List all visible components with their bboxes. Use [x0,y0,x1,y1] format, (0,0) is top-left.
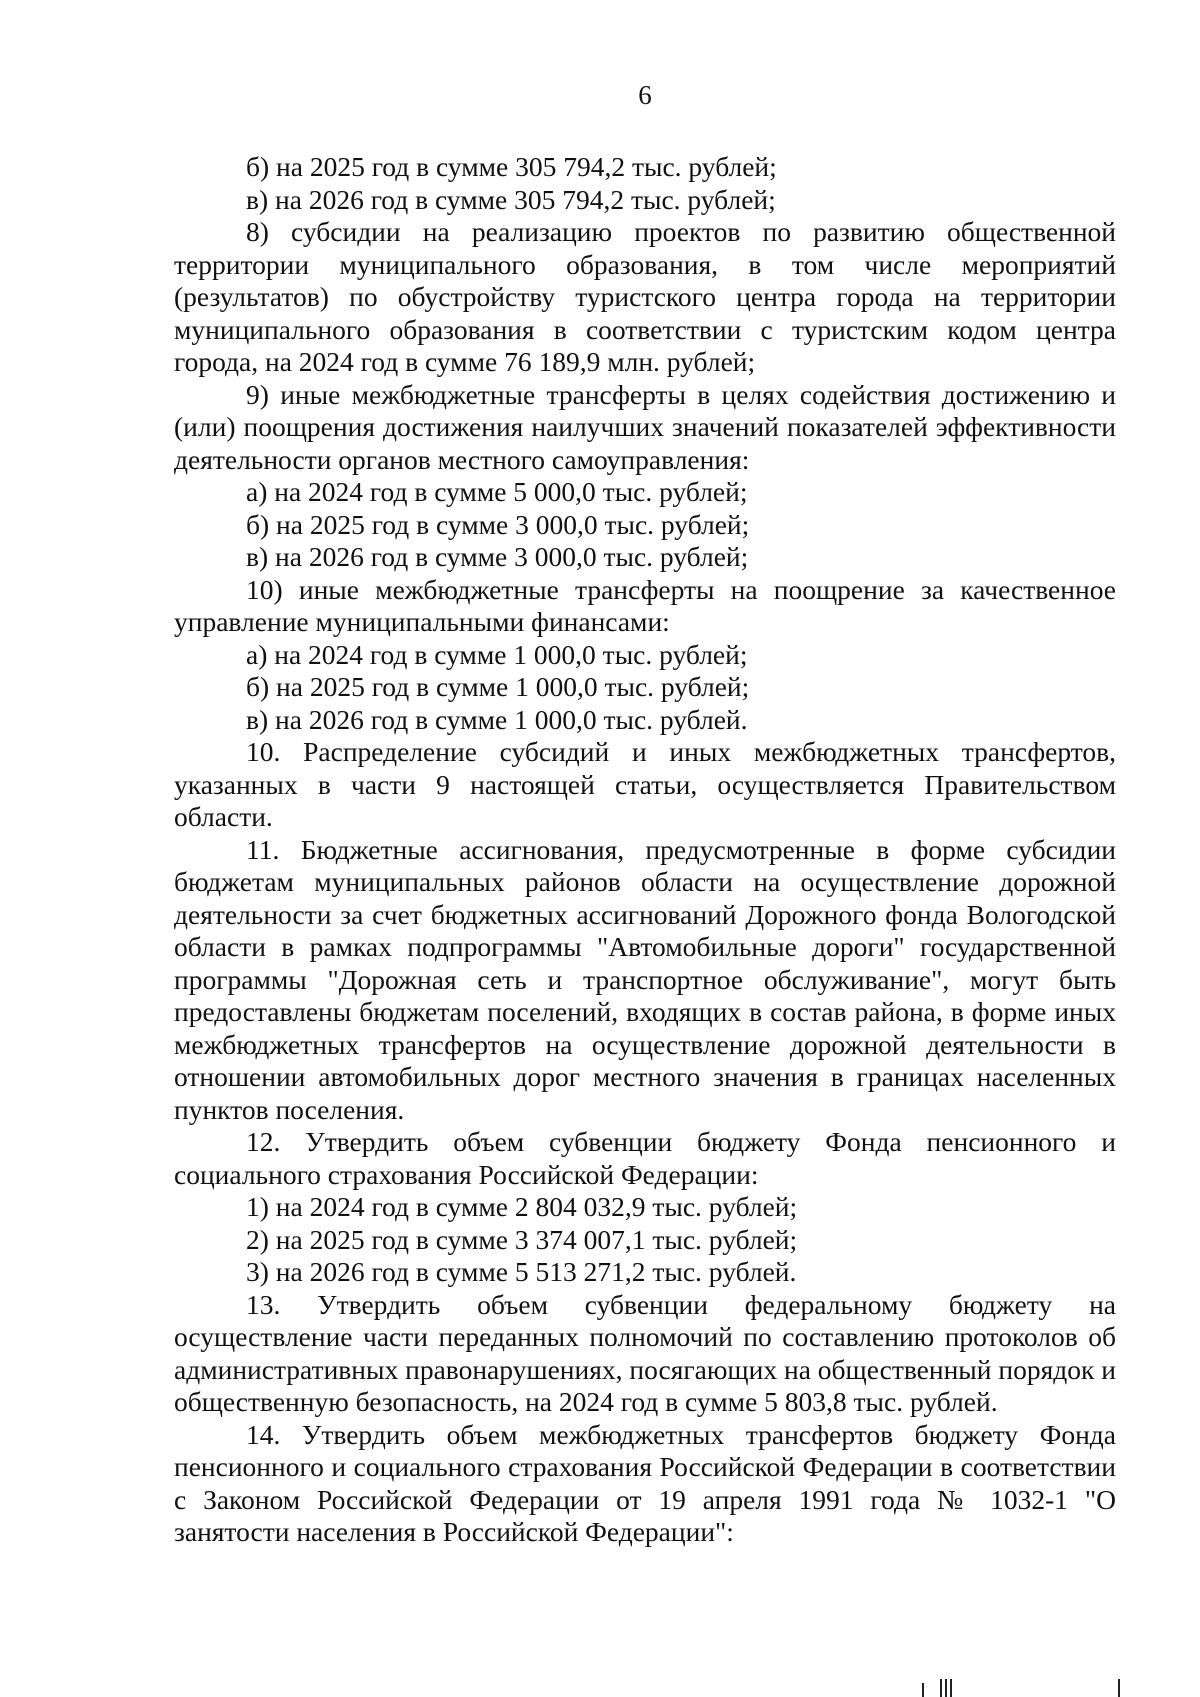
paragraph: 8) субсидии на реализацию проектов по развитию общественной территории муниципального образования, в том числе мероприятий (результатов) по обустройству туристского центра города на территории муниципального образования в соответствии с туристским кодом центра города, на 2024 год в сумме 76 189,9 млн. рублей; [174,216,1116,377]
list-item: б) на 2025 год в сумме 305 794,2 тыс. рублей; [246,151,777,182]
paragraph: 10. Распределение субсидий и иных межбюджетных трансфертов, указанных в части 9 настоящей статьи, осуществляется Правительством области. [174,736,1116,832]
list-item: б) на 2025 год в сумме 3 000,0 тыс. рублей; [246,508,750,540]
list-item: б) на 2025 год в сумме 1 000,0 тыс. рублей; [246,671,750,702]
scan-artifact-marks [922,1679,1122,1697]
page-number: 6 [638,80,652,110]
list-item: в) на 2026 год в сумме 3 000,0 тыс. рублей; [246,541,749,572]
paragraph: 14. Утвердить объем межбюджетных трансфертов бюджету Фонда пенсионного и социального страхования Российской Федерации в соответствии с Законом Российской Федерации от 19 апреля 1991 года № 1032-1 "О занятости населения в Российской Федерации": [174,1418,1116,1547]
paragraph: 12. Утвердить объем субвенции бюджету Фонда пенсионного и социального страхования Российской Федерации: [174,1126,1116,1190]
list-item: а) на 2024 год в сумме 5 000,0 тыс. рублей; [246,476,748,507]
paragraph: 13. Утвердить объем субвенции федеральному бюджету на осуществление части переданных полномочий по составлению протоколов об административных правонарушениях, посягающих на общественный порядок и общественную безопасность, на 2024 год в сумме 5 803,8 тыс. рублей. [174,1288,1116,1417]
list-item: в) на 2026 год в сумме 305 794,2 тыс. рублей; [246,183,776,215]
document-body [174,151,1116,1549]
paragraph: 10) иные межбюджетные трансферты на поощрение за качественное управление муниципальными финансами: [174,573,1116,637]
paragraph: 11. Бюджетные ассигнования, предусмотренные в форме субсидии бюджетам муниципальных районов области на осуществление дорожной деятельности за счет бюджетных ассигнований Дорожного фонда Вологодской области в рамках подпрограммы "Автомобильные дороги" государственной программы "Дорожная сеть и транспортное обслуживание", могут быть предоставлены бюджетам поселений, входящих в состав района, в форме иных межбюджетных трансфертов на осуществление дорожной деятельности в отношении автомобильных дорог местного значения в границах населенных пунктов поселения. [174,833,1116,1125]
list-item: 2) на 2025 год в сумме 3 374 007,1 тыс. рублей; [246,1223,798,1255]
paragraph: 9) иные межбюджетные трансферты в целях содействия достижению и (или) поощрения достижения наилучших значений показателей эффективности деятельности органов местного самоуправления: [174,378,1116,475]
list-item: в) на 2026 год в сумме 1 000,0 тыс. рублей. [246,703,748,735]
list-item: 1) на 2024 год в сумме 2 804 032,9 тыс. рублей; [246,1191,798,1222]
list-item: 3) на 2026 год в сумме 5 513 271,2 тыс. рублей. [246,1256,797,1287]
list-item: а) на 2024 год в сумме 1 000,0 тыс. рублей; [246,638,748,670]
